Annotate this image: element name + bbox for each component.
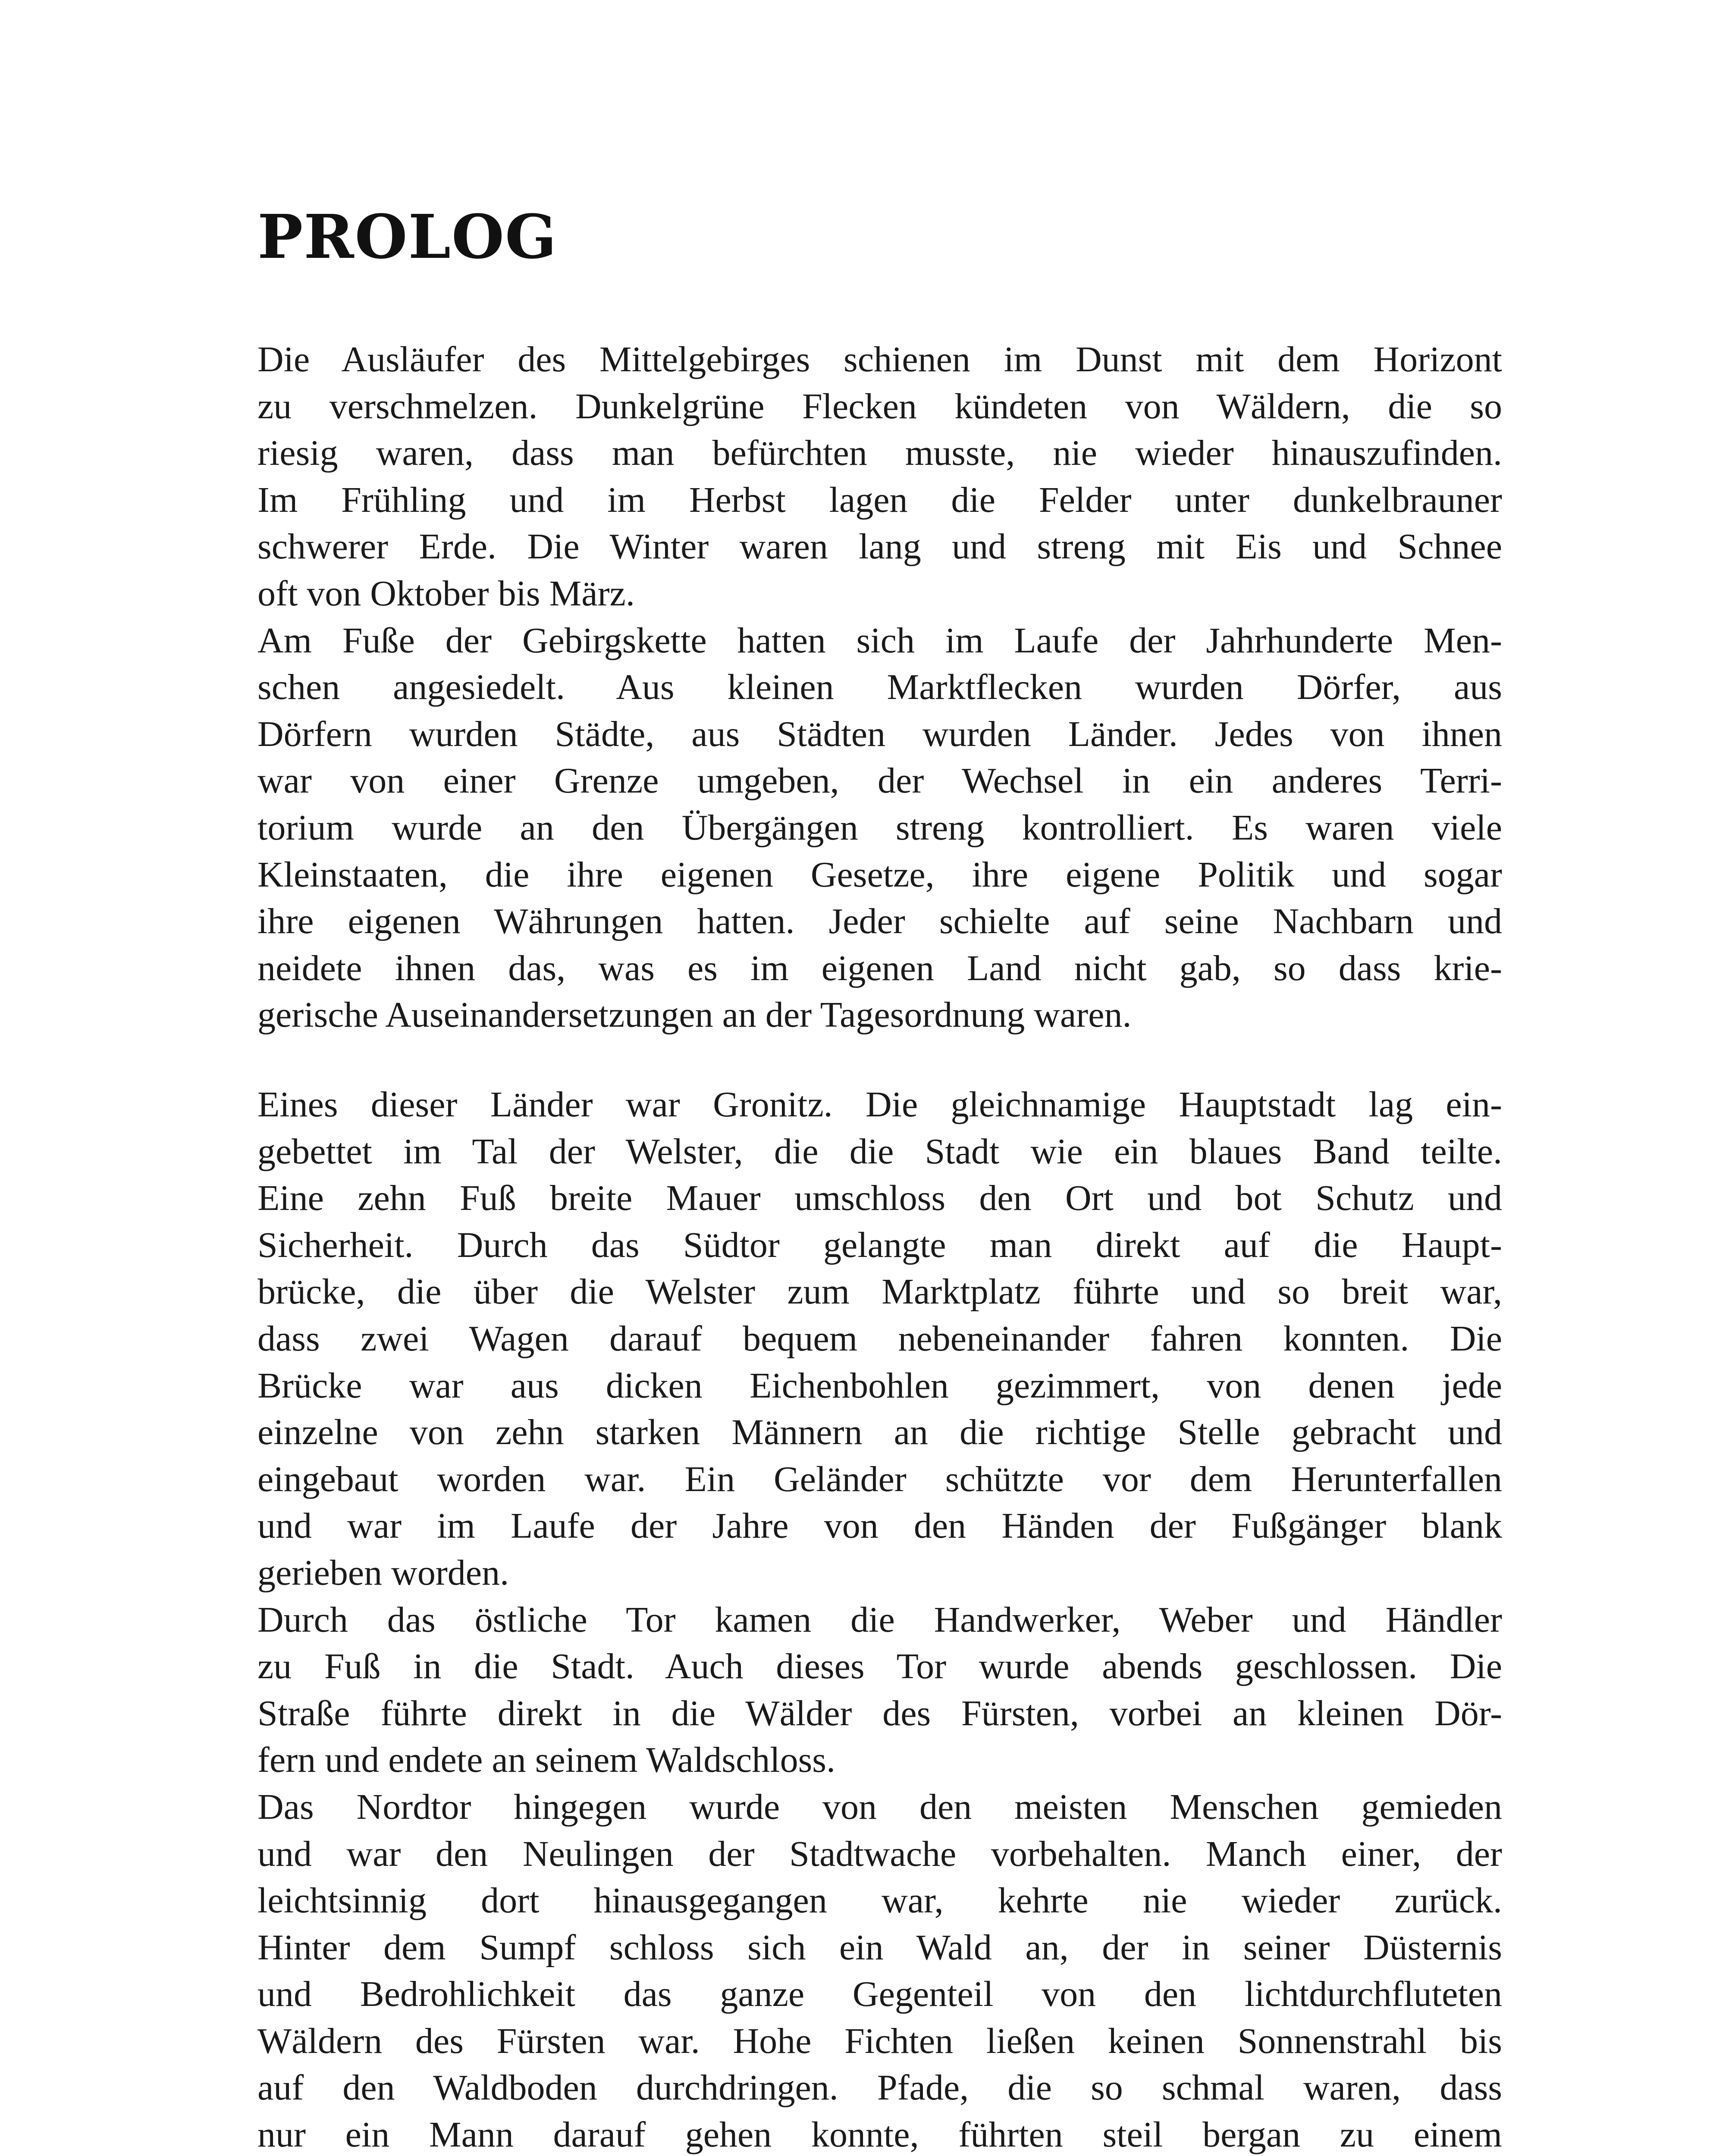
text-line: riesig waren, dass man befürchten musste, nie wieder hinauszufinden.: [257, 433, 1502, 473]
text-line: ihre eigenen Währungen hatten. Jeder schielte auf seine Nachbarn und: [257, 901, 1502, 942]
text-line: neidete ihnen das, was es im eigenen Land nicht gab, so dass krie-: [257, 948, 1502, 988]
paragraph: [257, 1081, 1502, 2156]
text-line: Dörfern wurden Städte, aus Städten wurden Länder. Jedes von ihnen: [257, 714, 1502, 754]
text-line: einzelne von zehn starken Männern an die richtige Stelle gebracht und: [257, 1412, 1502, 1453]
text-line: und Bedrohlichkeit das ganze Gegenteil von den lichtdurchfluteten: [257, 1974, 1502, 2015]
text-line: und war den Neulingen der Stadtwache vorbehalten. Manch einer, der: [257, 1833, 1502, 1874]
chapter-title: PROLOG: [257, 202, 558, 273]
text-line: Brücke war aus dicken Eichenbohlen gezimmert, von denen jede: [257, 1365, 1502, 1406]
text-line: schwerer Erde. Die Winter waren lang und streng mit Eis und Schnee: [257, 526, 1502, 567]
text-line: Wäldern des Fürsten war. Hohe Fichten ließen keinen Sonnenstrahl bis: [257, 2021, 1502, 2061]
text-line: Die Ausläufer des Mittelgebirges schienen im Dunst mit dem Horizont: [257, 339, 1502, 379]
text-line: Das Nordtor hingegen wurde von den meisten Menschen gemieden: [257, 1786, 1502, 1827]
paragraph: [257, 336, 1502, 1039]
text-line: schen angesiedelt. Aus kleinen Marktflecken wurden Dörfer, aus: [257, 667, 1502, 708]
text-line: gerieben worden.: [257, 1552, 509, 1593]
text-line: war von einer Grenze umgeben, der Wechsel in ein anderes Terri-: [257, 761, 1502, 801]
text-line: gebettet im Tal der Welster, die die Stadt wie ein blaues Band teilte.: [257, 1131, 1502, 1172]
text-line: Eine zehn Fuß breite Mauer umschloss den Ort und bot Schutz und: [257, 1178, 1502, 1219]
text-line: zu Fuß in die Stadt. Auch dieses Tor wurde abends geschlossen. Die: [257, 1646, 1502, 1687]
text-line: oft von Oktober bis März.: [257, 573, 635, 614]
text-line: zu verschmelzen. Dunkelgrüne Flecken kündeten von Wäldern, die so: [257, 386, 1502, 426]
text-line: Sicherheit. Durch das Südtor gelangte man direkt auf die Haupt-: [257, 1225, 1502, 1265]
text-line: Am Fuße der Gebirgskette hatten sich im Laufe der Jahrhunderte Men-: [257, 620, 1502, 661]
text-line: nur ein Mann darauf gehen konnte, führten steil bergan zu einem: [257, 2115, 1502, 2155]
text-line: gerische Auseinandersetzungen an der Tagesordnung waren.: [257, 995, 1132, 1035]
text-line: und war im Laufe der Jahre von den Händen der Fußgänger blank: [257, 1506, 1502, 1546]
text-line: Hinter dem Sumpf schloss sich ein Wald an, der in seiner Düsternis: [257, 1927, 1502, 1968]
text-line: Kleinstaaten, die ihre eigenen Gesetze, ihre eigene Politik und sogar: [257, 854, 1502, 895]
text-line: Im Frühling und im Herbst lagen die Felder unter dunkelbrauner: [257, 479, 1502, 520]
text-line: dass zwei Wagen darauf bequem nebeneinander fahren konnten. Die: [257, 1318, 1502, 1359]
text-line: Straße führte direkt in die Wälder des Fürsten, vorbei an kleinen Dör-: [257, 1693, 1502, 1733]
text-line: auf den Waldboden durchdringen. Pfade, die so schmal waren, dass: [257, 2068, 1502, 2108]
text-line: brücke, die über die Welster zum Marktplatz führte und so breit war,: [257, 1272, 1502, 1312]
text-line: fern und endete an seinem Waldschloss.: [257, 1740, 835, 1780]
text-line: leichtsinnig dort hinausgegangen war, kehrte nie wieder zurück.: [257, 1880, 1502, 1921]
text-line: Durch das östliche Tor kamen die Handwerker, Weber und Händler: [257, 1599, 1502, 1640]
text-line: torium wurde an den Übergängen streng kontrolliert. Es waren viele: [257, 807, 1502, 848]
text-line: Eines dieser Länder war Gronitz. Die gleichnamige Hauptstadt lag ein-: [257, 1084, 1502, 1125]
text-line: eingebaut worden war. Ein Geländer schützte vor dem Herunterfallen: [257, 1459, 1502, 1499]
